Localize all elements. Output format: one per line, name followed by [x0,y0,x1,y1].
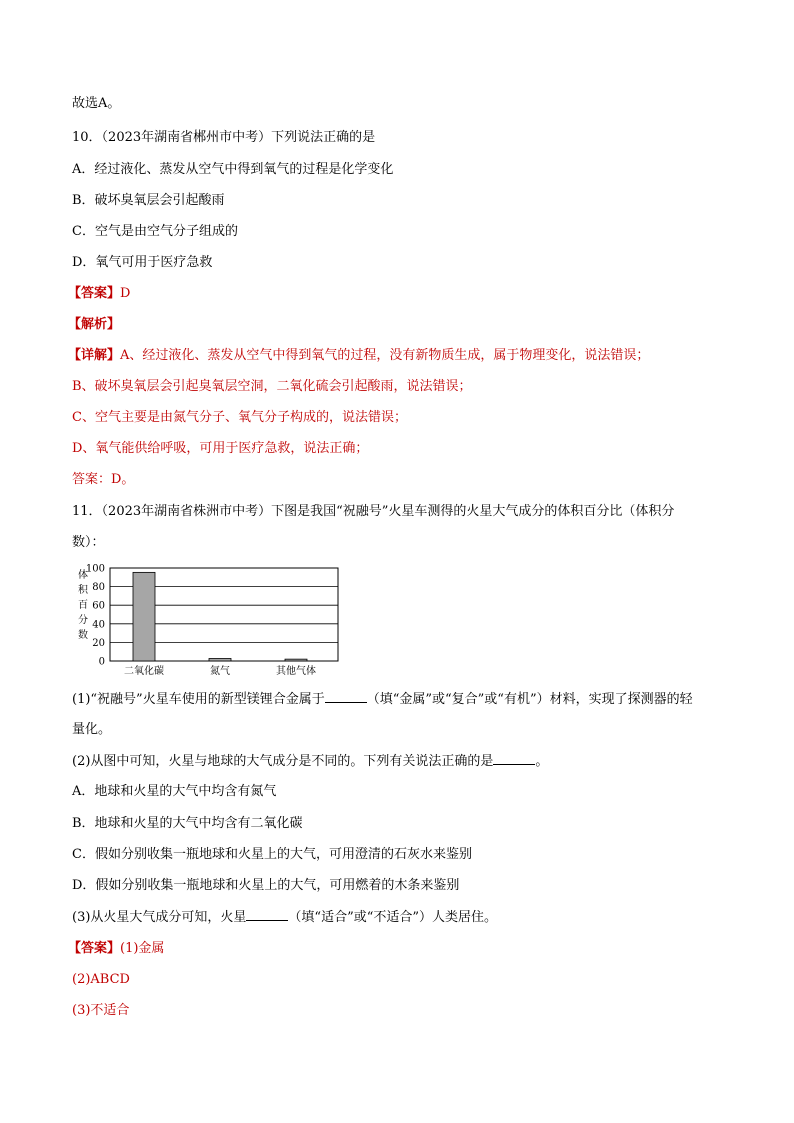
answer-value: D [120,286,131,301]
x-tick-labels [124,664,316,677]
part-3-text-a: (3)从火星大气成分可知，火星 [72,910,247,925]
part-2-option-d: D．假如分别收集一瓶地球和火星上的大气，可用燃着的木条来鉴别 [72,878,460,893]
answer-tag: 【答案】 [68,286,121,301]
part-3-line [72,908,497,927]
bar [133,572,155,661]
question-11-stem-2: 数）： [72,535,105,550]
y-tick-label: 100 [85,563,105,575]
y-tick-label: 60 [92,600,105,612]
part-2-option-b: B．地球和火星的大气中均含有二氧化碳 [72,816,303,831]
detail-b-line: B、破坏臭氧层会引起臭氧层空洞，二氧化硫会引起酸雨，说法错误； [72,379,472,394]
part-2-option-c: C．假如分别收集一瓶地球和火星上的大气，可用澄清的石灰水来鉴别 [72,847,472,862]
question-11-stem-1: 11．（2023年湖南省株洲市中考）下图是我国“祝融号”火星车测得的火星大气成分的体积百分比（体积分 [72,504,675,519]
detail-c-line: C、空气主要是由氮气分子、氧气分子构成的，说法错误； [72,410,407,425]
part-2-line [72,752,548,771]
answer-11-part-3: (3)不适合 [72,1003,130,1018]
y-axis-label-char: 体 [78,570,88,581]
part-1-line [72,690,693,709]
part-2-text-b: 。 [535,754,549,769]
bar [209,658,231,661]
y-axis-label-char: 数 [78,630,88,641]
answer-11-line [68,940,164,958]
part-2-text-a: (2)从图中可知，火星与地球的大气成分是不同的。下列有关说法正确的是 [72,754,494,769]
detail-a-text: A、经过液化、蒸发从空气中得到氧气的过程，没有新物质生成，属于物理变化，说法错误； [120,348,650,363]
y-tick-label: 20 [92,637,105,649]
question-10-option-d: D．氧气可用于医疗急救 [72,255,213,270]
detail-d-line: D、氧气能供给呼吸，可用于医疗急救，说法正确； [72,441,369,456]
bar [285,659,307,661]
y-tick-labels [86,564,105,668]
question-10-option-c: C．空气是由空气分子组成的 [72,224,238,239]
part-1-line-2: 量化。 [72,722,112,737]
part-2-option-a: A．地球和火星的大气中均含有氮气 [72,784,277,799]
part-2-blank [493,752,535,765]
y-tick-label: 0 [98,656,105,668]
part-3-blank [246,908,288,921]
text-line: 故选A。 [72,96,121,111]
x-tick-label: 其他气体 [276,666,316,677]
answer-tag: 【答案】 [68,941,121,956]
x-tick-label: 氮气 [210,666,230,677]
y-axis-label-char: 积 [78,585,88,596]
part-3-text-b: （填“适合”或“不适合”）人类居住。 [288,910,498,925]
question-10-stem: 10．（2023年湖南省郴州市中考）下列说法正确的是 [72,130,376,145]
bar-chart [72,562,344,680]
y-tick-label: 40 [92,619,105,631]
x-tick-label: 二氧化碳 [124,666,164,677]
part-1-blank [325,690,367,703]
bars [133,572,307,661]
part-1-text-a: (1)“祝融号”火星车使用的新型镁锂合金属于 [72,692,325,707]
y-tick-label: 80 [92,582,105,594]
y-axis-label [78,568,89,641]
part-1-text-b: （填“金属”或“复合”或“有机”）材料，实现了探测器的轻 [366,692,693,707]
question-10-option-b: B．破坏臭氧层会引起酸雨 [72,193,225,208]
answer-11-part-1: (1)金属 [120,941,165,956]
detail-a-line [68,347,649,365]
answer-10-line [68,285,130,303]
analysis-tag: 【解析】 [68,317,121,332]
analysis-tag-line [68,316,120,334]
answer-10-end: 答案：D。 [72,472,135,487]
question-10-option-a: A．经过液化、蒸发从空气中得到氧气的过程是化学变化 [72,162,394,177]
y-axis-label-char: 百 [78,600,88,611]
detail-tag: 【详解】 [68,348,121,363]
answer-11-part-2: (2)ABCD [72,972,130,987]
y-axis-label-char: 分 [78,615,88,626]
